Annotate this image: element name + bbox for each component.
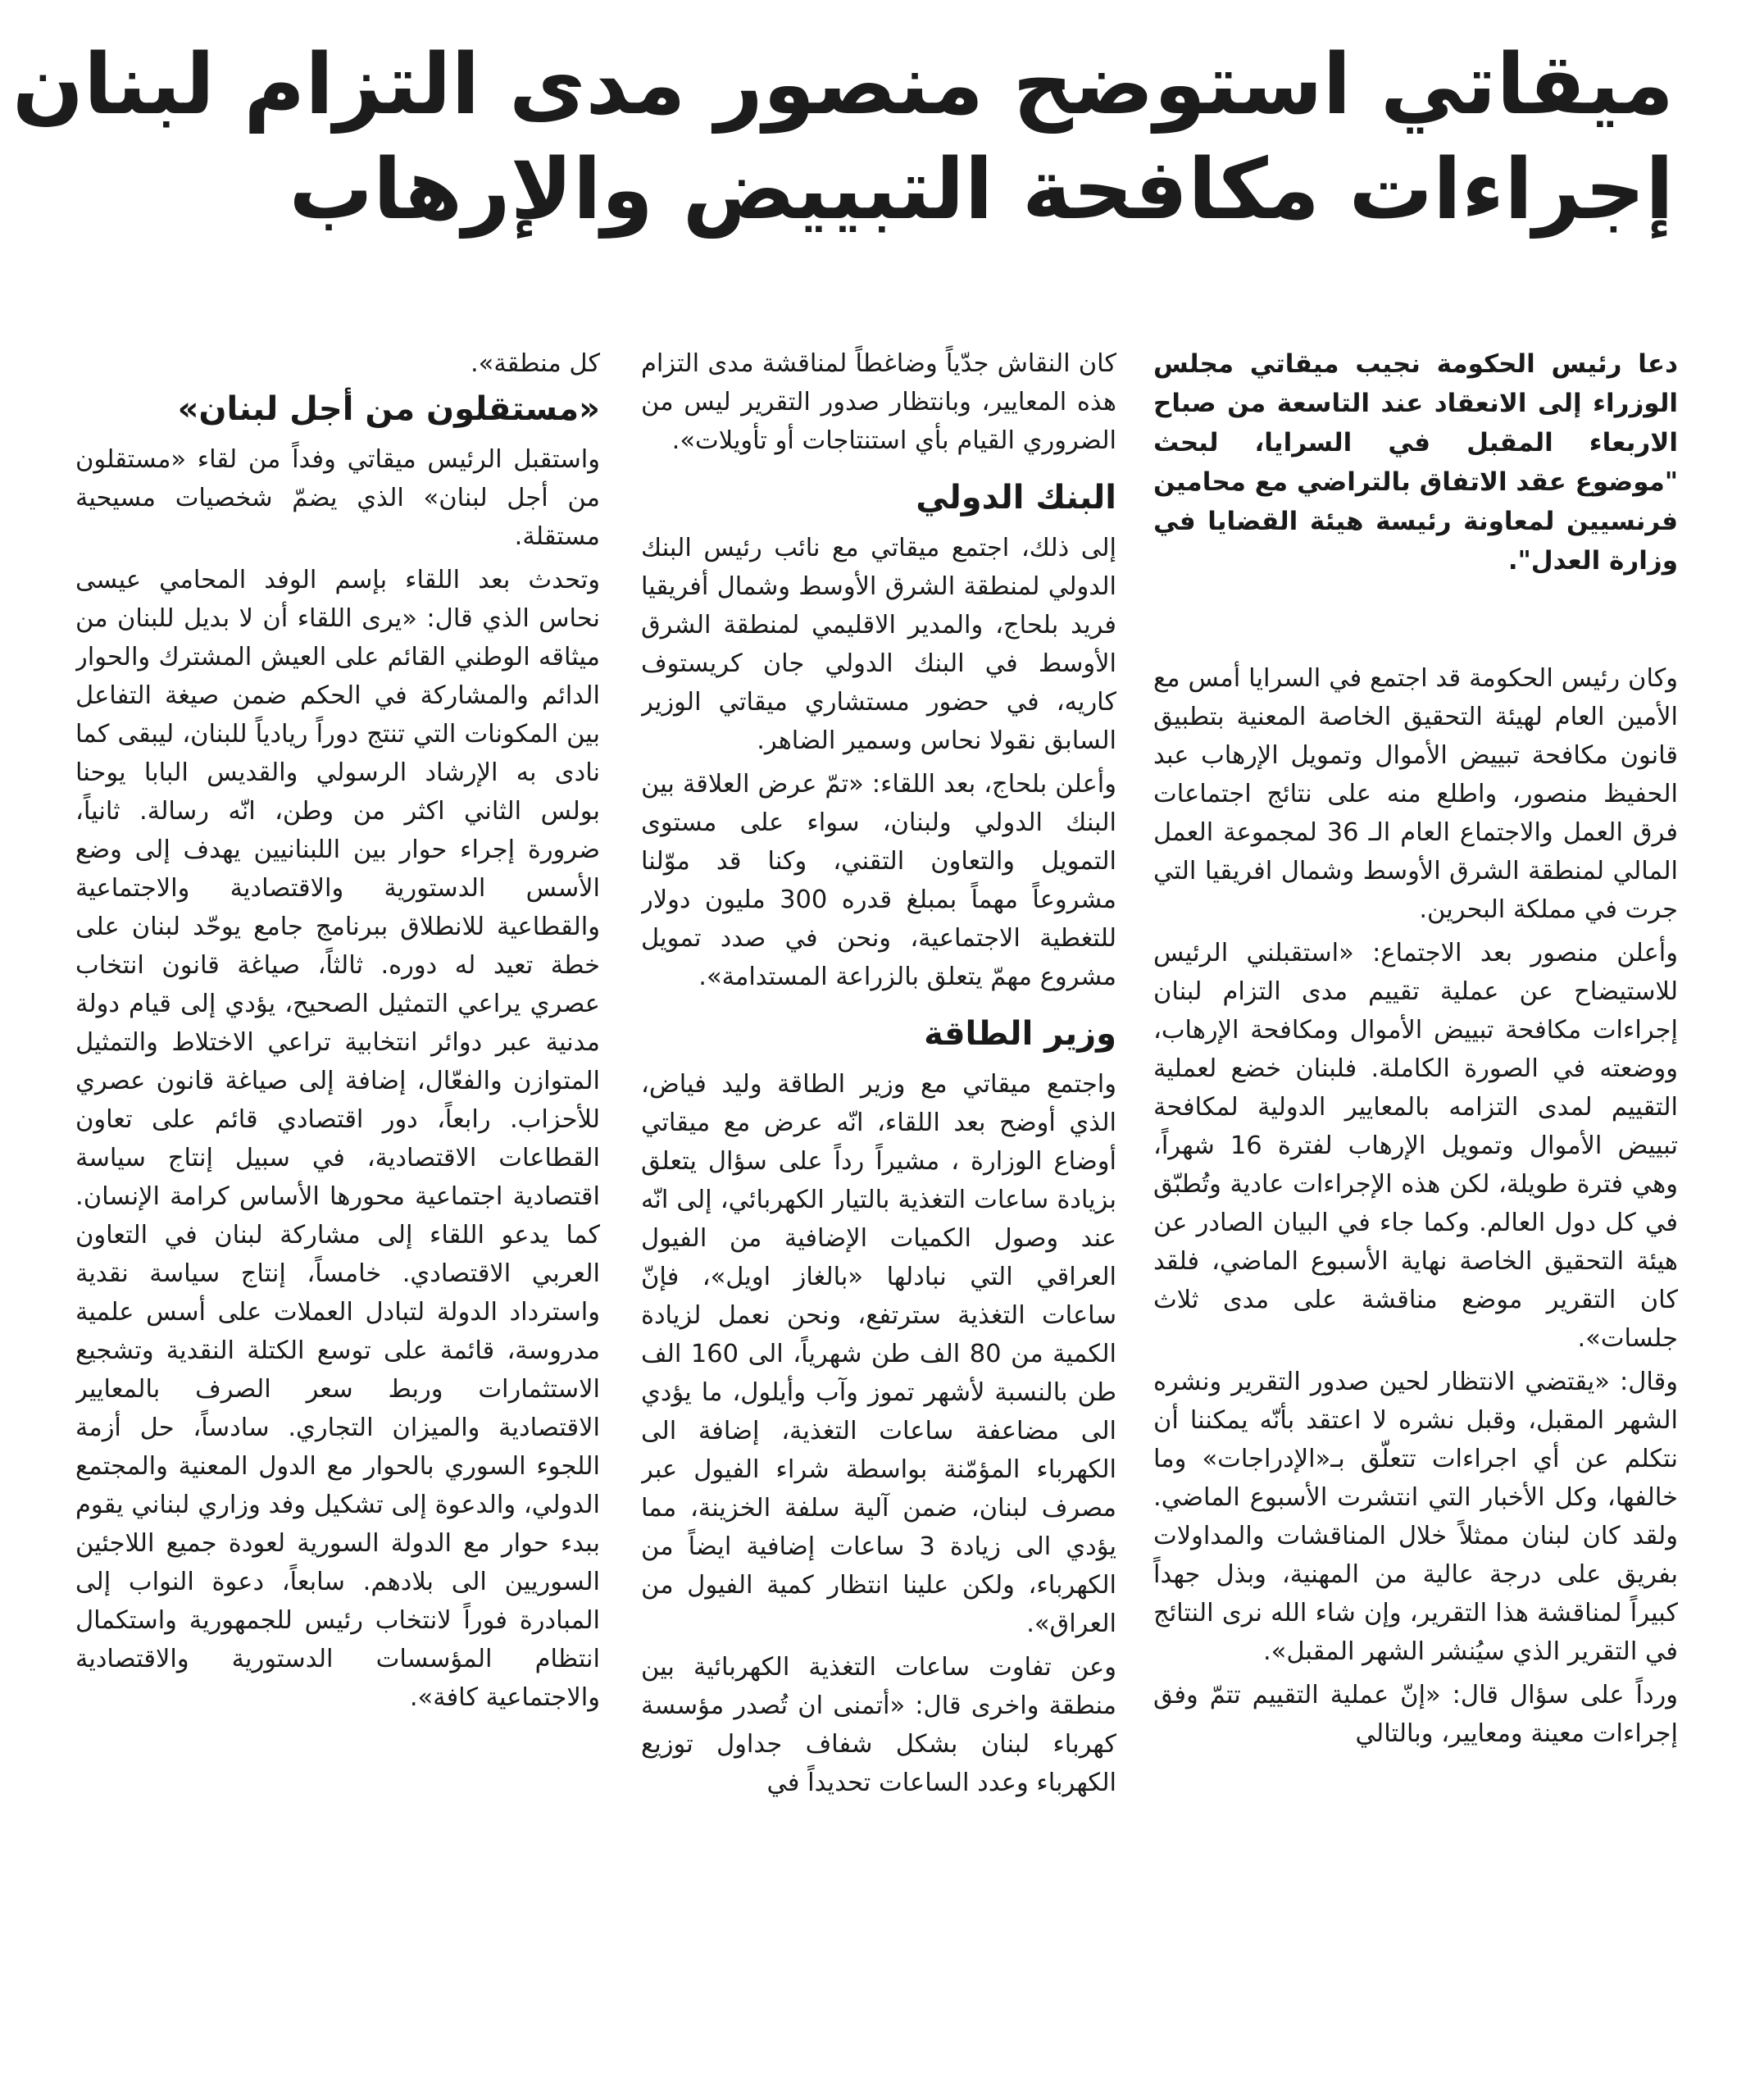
section-heading-world-bank: البنك الدولي — [916, 479, 1116, 517]
article-paragraph: إلى ذلك، اجتمع ميقاتي مع نائب رئيس البنك الدولي لمنطقة الشرق الأوسط وشمال أفريقيا فريد بلحاج، والمدير الاقليمي لمنطقة الشرق الأوسط في البنك الدولي جان كريستوف كاريه، في حضور مستشاري ميقاتي الوزير السابق نقولا نحاس وسمير الضاهر. — [641, 534, 1116, 755]
article-paragraph: وتحدث بعد اللقاء بإسم الوفد المحامي عيسى نحاس الذي قال: «يرى اللقاء أن لا بديل للبنان من ميثاقه الوطني القائم على العيش المشترك والحوار الدائم والمشاركة في الحكم ضمن صيغة التفاعل بين المكونات التي تنتج دوراً ريادياً للبنان، ليبقى كما نادى به الإرشاد الرسولي والقديس البابا يوحنا بولس الثاني اكثر من وطن، انّه رسالة. ثانياً، ضرورة إجراء حوار بين اللبنانيين يهدف إلى وضع الأسس الدستورية والاقتصادية والاجتماعية والقطاعية للانطلاق ببرنامج جامع يوحّد لبنان على خطة تعيد له دوره. ثالثاً، صياغة قانون انتخاب عصري يراعي التمثيل الصحيح، يؤدي إلى قيام دولة مدنية عبر دوائر انتخابية تراعي الاختلاط والتمثيل المتوازن والفعّال، إضافة إلى صياغة قانون عصري للأحزاب. رابعاً، دور اقتصادي قائم على تعاون القطاعات الاقتصادية، في سبيل إنتاج سياسة اقتصادية اجتماعية محورها الأساس كرامة الإنسان. كما يدعو اللقاء إلى مشاركة لبنان في التعاون العربي الاقتصادي. خامساً، إنتاج سياسة نقدية واسترداد الدولة لتبادل العملات على أسس علمية مدروسة، قائمة على توسع الكتلة النقدية وتشجيع الاستثمارات وربط سعر الصرف بالمعايير الاقتصادية والميزان التجاري. سادساً، حل أزمة اللجوء السوري بالحوار مع الدول المعنية والمجتمع الدولي، والدعوة إلى تشكيل وفد وزاري لبناني يقوم ببدء حوار مع الدولة السورية لعودة جميع اللاجئين السوريين الى بلادهم. سابعاً، دعوة النواب إلى المبادرة فوراً لانتخاب رئيس للجمهورية واستكمال انتظام المؤسسات الدستورية والاقتصادية والاجتماعية كافة». — [75, 566, 600, 1712]
section-heading-energy-minister: وزير الطاقة — [924, 1015, 1116, 1053]
article-paragraph: وعن تفاوت ساعات التغذية الكهربائية بين منطقة واخرى قال: «أتمنى ان تُصدر مؤسسة كهرباء لبنان بشكل شفاف جداول توزيع الكهرباء وعدد الساعات تحديداً في — [641, 1653, 1116, 1797]
article-paragraph: كان النقاش جدّياً وضاغطاً لمناقشة مدى التزام هذه المعايير، وبانتظار صدور التقرير ليس من الضروري القيام بأي استنتاجات أو تأويلات». — [641, 349, 1116, 455]
article-paragraph: واستقبل الرئيس ميقاتي وفداً من لقاء «مستقلون من أجل لبنان» الذي يضمّ شخصيات مسيحية مستقلة. — [75, 445, 600, 551]
headline-line-1: ميقاتي استوضح منصور مدى التزام لبنان — [11, 36, 1674, 134]
article-lead: دعا رئيس الحكومة نجيب ميقاتي مجلس الوزراء إلى الانعقاد عند التاسعة من صباح الاربعاء المقبل في السرايا، لبحث "موضوع عقد الاتفاق بالتراضي مع محامين فرنسيين لمعاونة رئيسة هيئة القضايا في وزارة العدل". — [1153, 349, 1678, 576]
article-paragraph: كل منطقة». — [470, 349, 600, 378]
article-paragraph: وقال: «يقتضي الانتظار لحين صدور التقرير ونشره الشهر المقبل، وقبل نشره لا اعتقد بأنّه يمكننا أن نتكلم عن أي اجراءات تتعلّق بـ«الإدراجات» وما خالفها، وكل الأخبار التي انتشرت الأسبوع الماضي. ولقد كان لبنان ممثلاً خلال المناقشات والمداولات بفريق على درجة عالية من المهنية، وبذل جهداً كبيراً لمناقشة هذا التقرير، وإن شاء الله نرى النتائج في التقرير الذي سيُنشر الشهر المقبل». — [1153, 1368, 1678, 1666]
article-column-right — [1153, 344, 1678, 2060]
article-column-left — [75, 344, 600, 2060]
article-column-middle — [641, 344, 1116, 2060]
section-heading-independents: «مستقلون من أجل لبنان» — [177, 390, 600, 428]
headline-line-2: إجراءات مكافحة التبييض والإرهاب — [289, 141, 1674, 239]
article-paragraph: وكان رئيس الحكومة قد اجتمع في السرايا أمس مع الأمين العام لهيئة التحقيق الخاصة المعنية بتطبيق قانون مكافحة تبييض الأموال وتمويل الإرهاب عبد الحفيظ منصور، واطلع منه على نتائج اجتماعات فرق العمل والاجتماع العام الـ 36 لمجموعة العمل المالي لمنطقة الشرق الأوسط وشمال افريقيا التي جرت في مملكة البحرين. — [1153, 664, 1678, 924]
article-paragraph: وأعلن منصور بعد الاجتماع: «استقبلني الرئيس للاستيضاح عن عملية تقييم مدى التزام لبنان إجراءات مكافحة تبييض الأموال ومكافحة الإرهاب، ووضعته في الصورة الكاملة. فلبنان خضع لعملية التقييم لمدى التزامه بالمعايير الدولية لمكافحة تبييض الأموال وتمويل الإرهاب لفترة 16 شهراً، وهي فترة طويلة، لكن هذه الإجراءات عادية وتُطبّق في كل دول العالم. وكما جاء في البيان الصادر عن هيئة التحقيق الخاصة نهاية الأسبوع الماضي، فلقد كان التقرير موضع مناقشة على مدى ثلاث جلسات». — [1153, 939, 1678, 1353]
article-paragraph: ورداً على سؤال قال: «إنّ عملية التقييم تتمّ وفق إجراءات معينة ومعايير، وبالتالي — [1153, 1681, 1678, 1748]
article-paragraph: وأعلن بلحاج، بعد اللقاء: «تمّ عرض العلاقة بين البنك الدولي ولبنان، سواء على مستوى التمويل والتعاون التقني، وكنا قد موّلنا مشروعاً مهماً بمبلغ قدره 300 مليون دولار للتغطية الاجتماعية، ونحن في صدد تمويل مشروع مهمّ يتعلق بالزراعة المستدامة». — [641, 770, 1116, 991]
article-paragraph: واجتمع ميقاتي مع وزير الطاقة وليد فياض، الذي أوضح بعد اللقاء، انّه عرض مع ميقاتي أوضاع الوزارة ، مشيراً رداً على سؤال يتعلق بزيادة ساعات التغذية بالتيار الكهربائي، إلى انّه عند وصول الكميات الإضافية من الفيول العراقي التي نبادلها «بالغاز اويل»، فإنّ ساعات التغذية سترتفع، ونحن نعمل لزيادة الكمية من 80 الف طن شهرياً، الى 160 الف طن بالنسبة لأشهر تموز وآب وأيلول، ما يؤدي الى مضاعفة ساعات التغذية، إضافة الى الكهرباء المؤمّنة بواسطة شراء الفيول عبر مصرف لبنان، ضمن آلية سلفة الخزينة، مما يؤدي الى زيادة 3 ساعات إضافية ايضاً من الكهرباء، ولكن علينا انتظار كمية الفيول من العراق». — [641, 1070, 1116, 1638]
article-headline — [11, 33, 1674, 243]
